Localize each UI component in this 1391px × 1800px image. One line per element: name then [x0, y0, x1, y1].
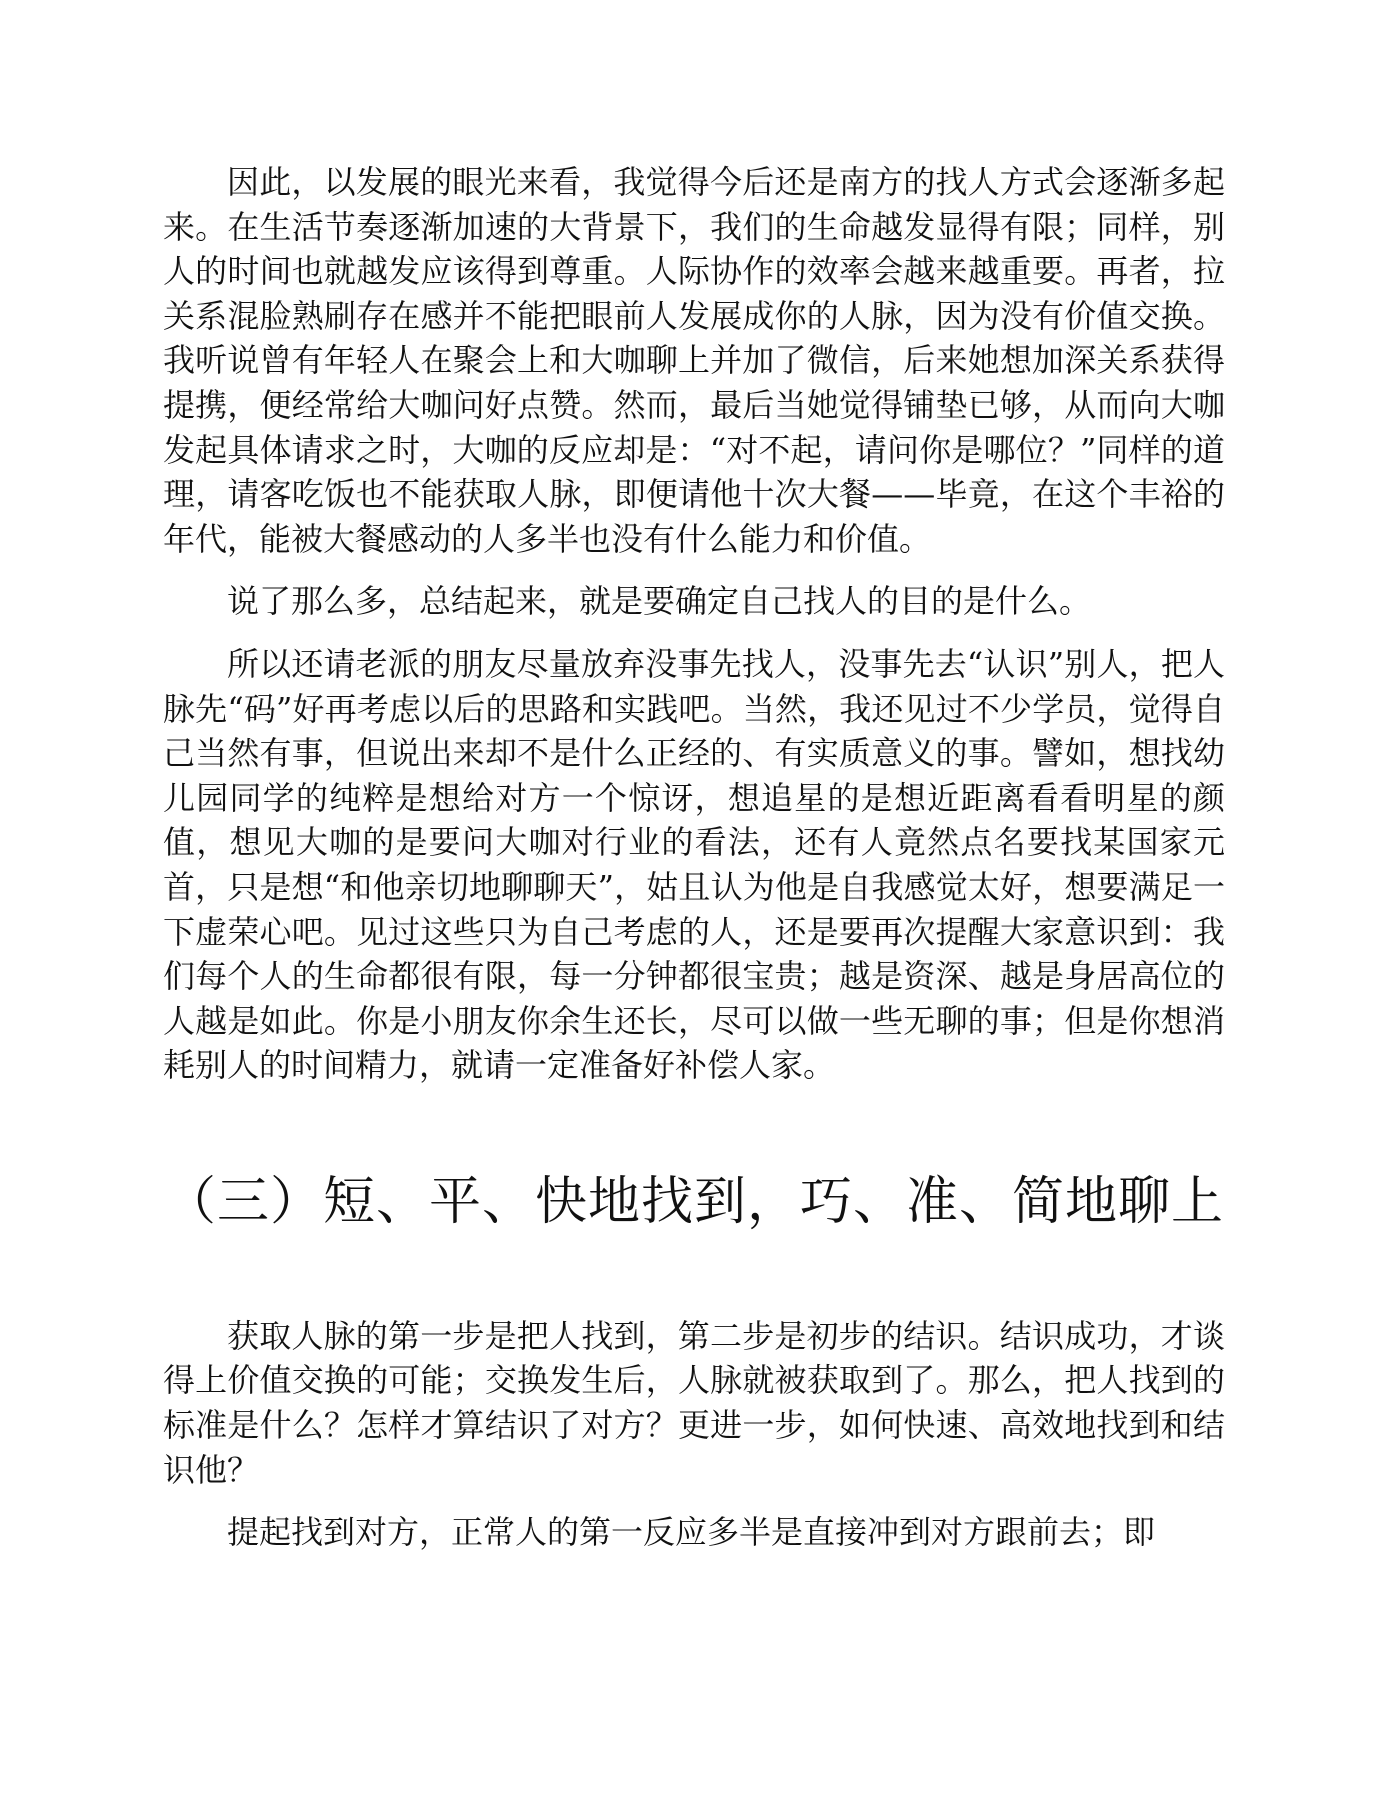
paragraph: 说了那么多，总结起来，就是要确定自己找人的目的是什么。 [227, 582, 1092, 621]
page-content [163, 160, 1225, 1555]
paragraph: 提起找到对方，正常人的第一反应多半是直接冲到对方跟前去；即 [227, 1513, 1156, 1552]
paragraph: 所以还请老派的朋友尽量放弃没事先找人，没事先去“认识”别人，把人脉先“码”好再考虑以后的思路和实践吧。当然，我还见过不少学员，觉得自己当然有事，但说出来却不是什么正经的、有实质意义的事。譬如，想找幼儿园同学的纯粹是想给对方一个惊讶，想追星的是想近距离看看明星的颜值，想见大咖的是要问大咖对行业的看法，还有人竟然点名要找某国家元首，只是想“和他亲切地聊聊天”，姑且认为他是自我感觉太好，想要满足一下虚荣心吧。见过这些只为自己考虑的人，还是要再次提醒大家意识到：我们每个人的生命都很有限，每一分钟都很宝贵；越是资深、越是身居高位的人越是如此。你是小朋友你余生还长，尽可以做一些无聊的事；但是你想消耗别人的时间精力，就请一定准备好补偿人家。 [163, 644, 1225, 1085]
paragraph: 因此，以发展的眼光来看，我觉得今后还是南方的找人方式会逐渐多起来。在生活节奏逐渐加速的大背景下，我们的生命越发显得有限；同样，别人的时间也就越发应该得到尊重。人际协作的效率会越来越重要。再者，拉关系混脸熟刷存在感并不能把眼前人发展成你的人脉，因为没有价值交换。我听说曾有年轻人在聚会上和大咖聊上并加了微信，后来她想加深关系获得提携，便经常给大咖问好点赞。然而，最后当她觉得铺垫已够，从而向大咖发起具体请求之时，大咖的反应却是：“对不起，请问你是哪位？”同样的道理，请客吃饭也不能获取人脉，即便请他十次大餐——毕竟，在这个丰裕的年代，能被大餐感动的人多半也没有什么能力和价值。 [163, 163, 1225, 558]
section-heading: （三）短、平、快地找到，巧、准、简地聊上 [163, 1171, 1224, 1232]
paragraph: 获取人脉的第一步是把人找到，第二步是初步的结识。结识成功，才谈得上价值交换的可能；交换发生后，人脉就被获取到了。那么，把人找到的标准是什么？怎样才算结识了对方？更进一步，如何快速、高效地找到和结识他？ [163, 1316, 1225, 1489]
